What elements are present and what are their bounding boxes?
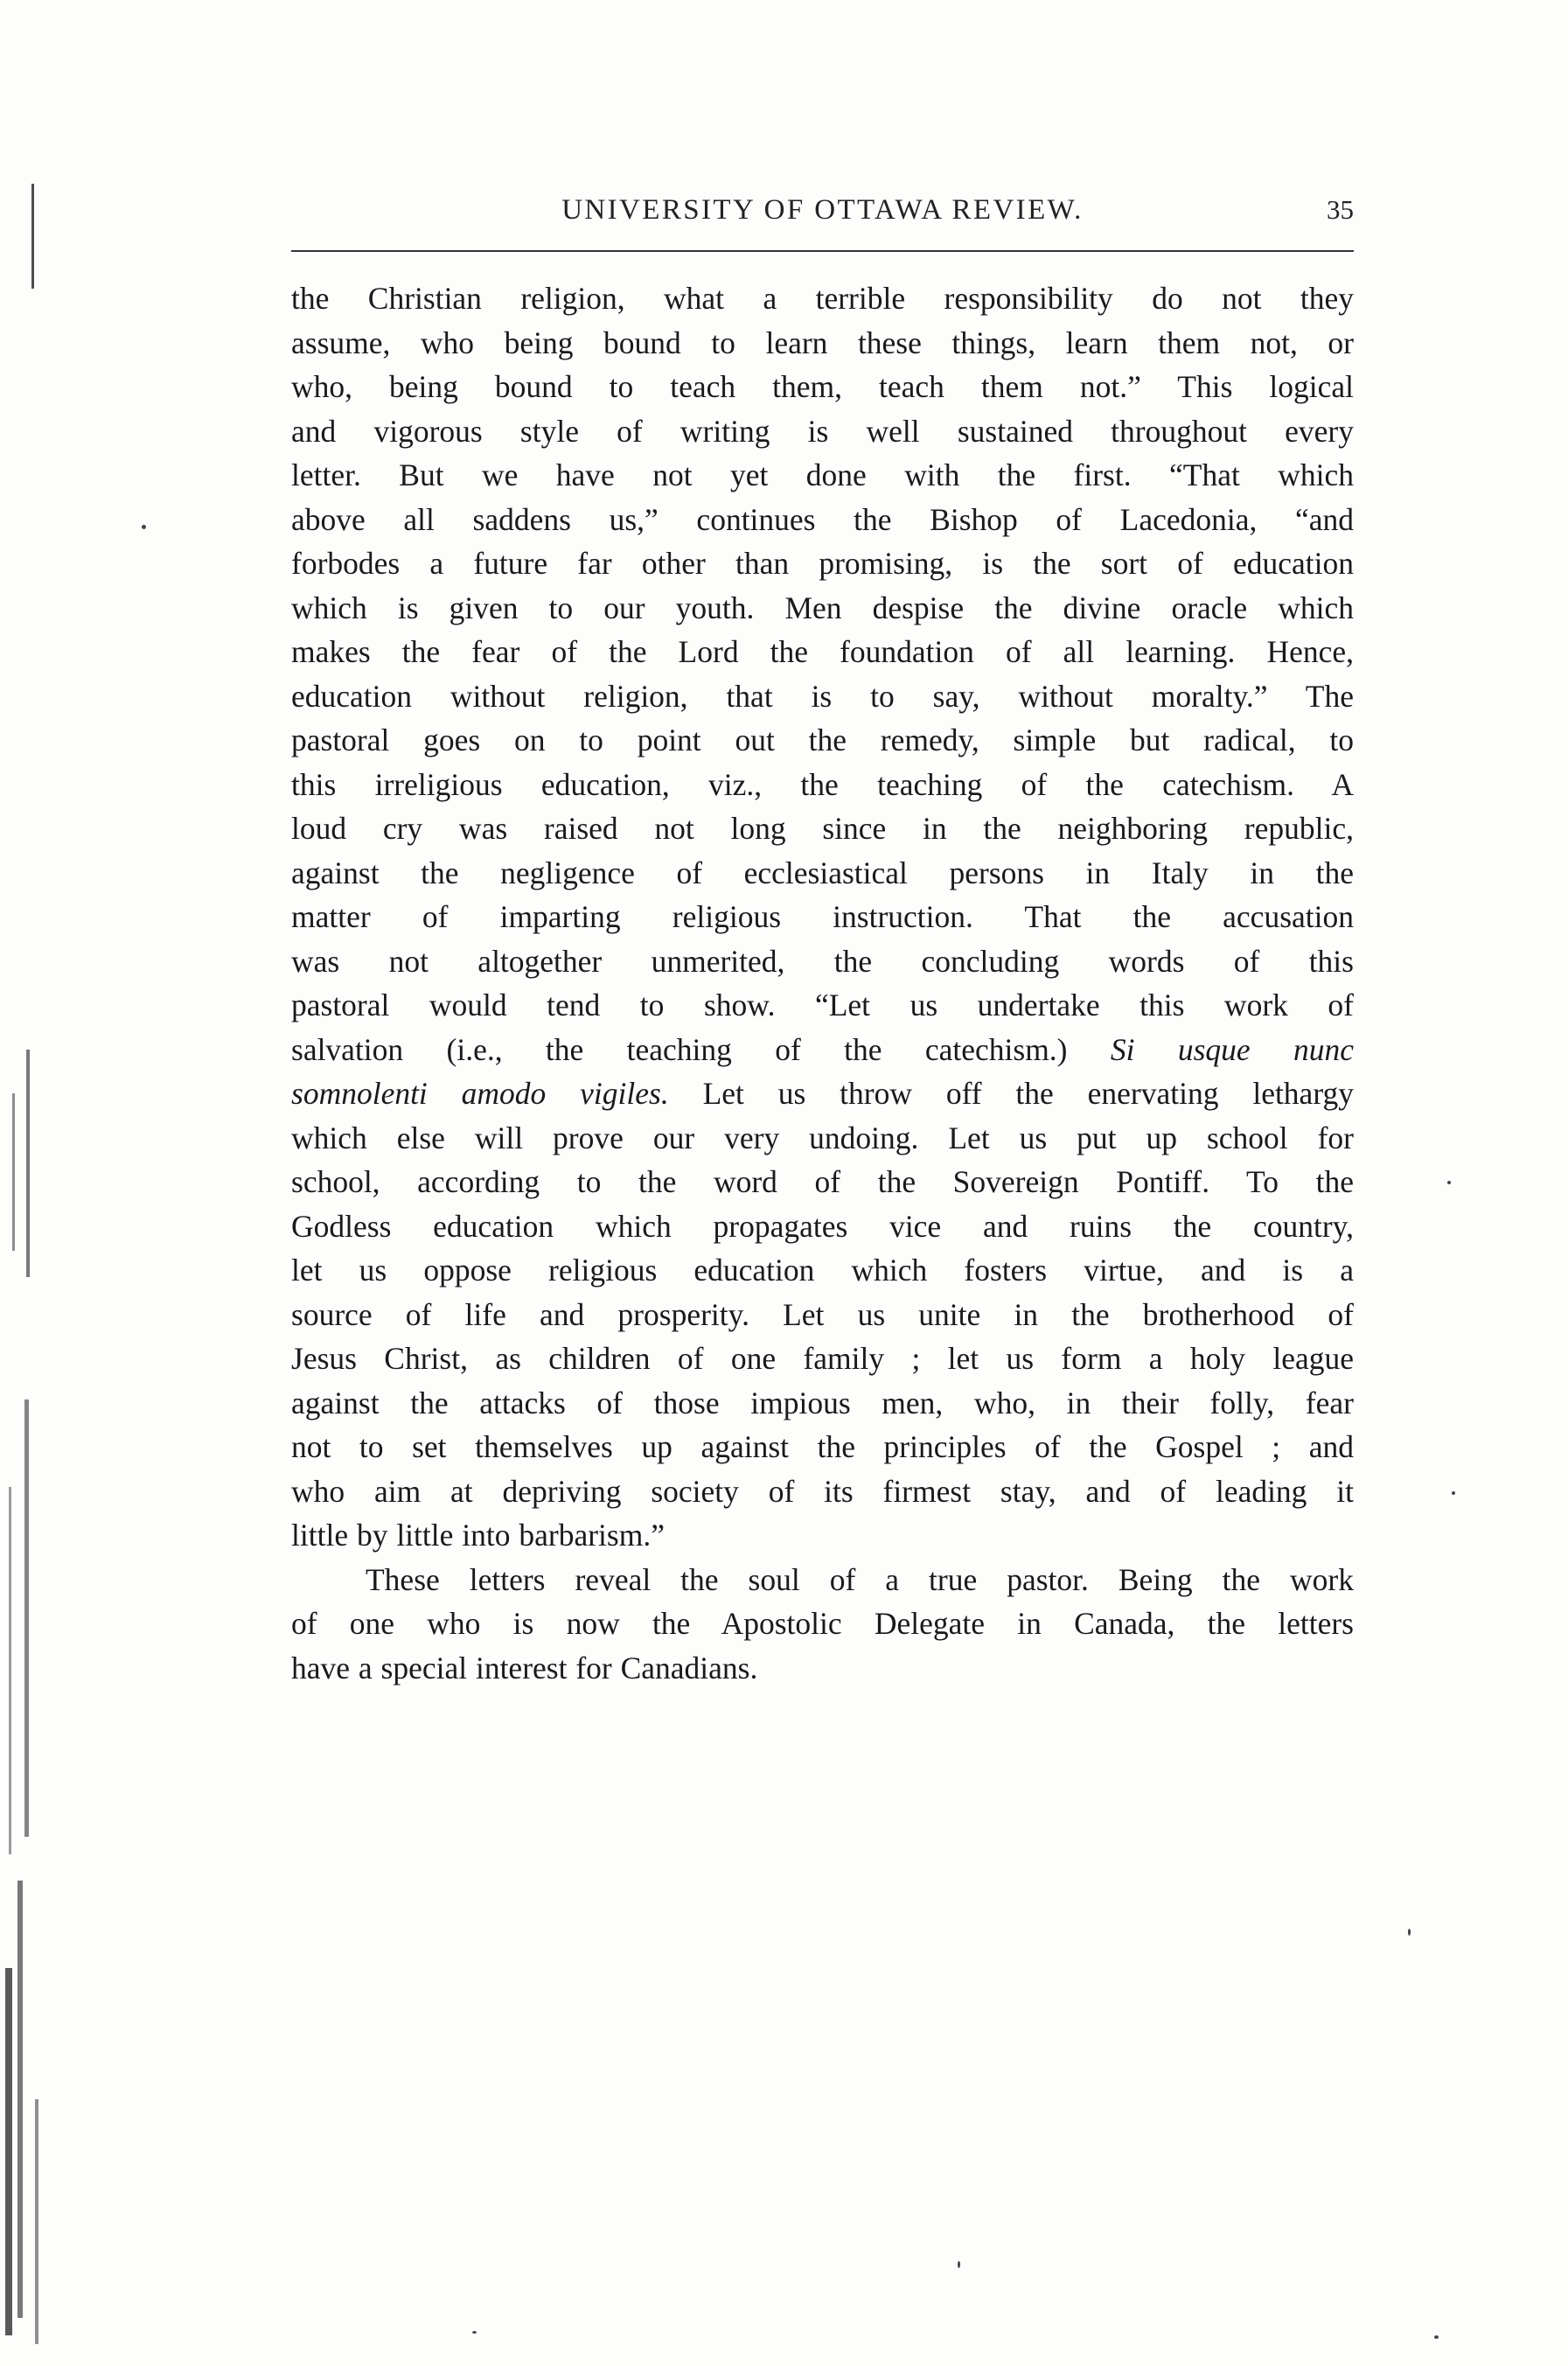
article-body: [291, 276, 1354, 1690]
scan-speck: [1447, 1181, 1451, 1184]
scan-speck: [958, 2261, 960, 2268]
text-line: against the negligence of ecclesiastical persons in Italy in the: [291, 855, 1354, 890]
text-line-with-italic: [291, 1028, 1354, 1072]
text-line: Godless education which propagates vice and ruins the country,: [291, 1208, 1354, 1244]
latin-phrase: Si usque nunc: [1110, 1031, 1355, 1067]
text-line: loud cry was raised not long since in the neighboring republic,: [291, 811, 1354, 846]
text-line: was not altogether unmerited, the concluding words of this: [291, 943, 1354, 979]
running-head: [291, 191, 1354, 229]
text-line: who, being bound to teach them, teach them not.” This logical: [291, 369, 1354, 404]
binding-edge-noise: [0, 0, 79, 2366]
text-line: which else will prove our very undoing. Let us put up school for: [291, 1120, 1354, 1155]
header-rule: [291, 250, 1354, 252]
text-line: pastoral would tend to show. “Let us undertake this work of: [291, 988, 1354, 1022]
text-line: let us oppose religious education which fosters virtue, and is a: [291, 1253, 1354, 1288]
scan-speck: [472, 2331, 477, 2334]
text-line: of one who is now the Apostolic Delegate in Canada, the letters: [291, 1606, 1354, 1641]
text-line: and vigorous style of writing is well sustained throughout every: [291, 413, 1354, 449]
text-line: against the attacks of those impious men, who, in their folly, fear: [291, 1385, 1354, 1420]
text-line-with-italic: [291, 1071, 1354, 1116]
text-line: who aim at depriving society of its firmest stay, and of leading it: [291, 1473, 1354, 1509]
text-line: source of life and prosperity. Let us unite in the brotherhood of: [291, 1296, 1354, 1332]
text-line: pastoral goes on to point out the remedy, simple but radical, to: [291, 722, 1354, 757]
running-title: UNIVERSITY OF OTTAWA REVIEW.: [561, 194, 1084, 226]
text-line: above all saddens us,” continues the Bishop of Lacedonia, “and: [291, 501, 1354, 537]
scan-speck: [1434, 2335, 1439, 2339]
text-run: salvation (i.e., the teaching of the catechism.): [291, 1031, 1068, 1067]
text-line: school, according to the word of the Sovereign Pontiff. To the: [291, 1164, 1354, 1199]
paragraph-start-line: These letters reveal the soul of a true pastor. Being the work: [366, 1561, 1354, 1597]
text-line: Jesus Christ, as children of one family ; let us form a holy league: [291, 1341, 1354, 1376]
text-line: assume, who being bound to learn these things, learn them not, or: [291, 325, 1354, 360]
text-line: letter. But we have not yet done with the first. “That which: [291, 457, 1354, 492]
text-line: the Christian religion, what a terrible responsibility do not they: [291, 281, 1354, 316]
text-line: matter of imparting religious instruction. That the accusation: [291, 899, 1354, 934]
page-number: 35: [1327, 194, 1354, 225]
text-line: this irreligious education, viz., the teaching of the catechism. A: [291, 766, 1354, 802]
paragraph-end-line: have a special interest for Canadians.: [291, 1650, 758, 1686]
scan-speck: [1452, 1491, 1455, 1495]
text-line: which is given to our youth. Men despise the divine oracle which: [291, 590, 1354, 625]
scan-speck: [142, 525, 146, 529]
text-line: forbodes a future far other than promising, is the sort of education: [291, 546, 1354, 581]
paragraph-end-line: little by little into barbarism.”: [291, 1518, 665, 1553]
text-line: not to set themselves up against the principles of the Gospel ; and: [291, 1429, 1354, 1464]
text-run: Let us throw off the enervating lethargy: [702, 1076, 1354, 1111]
latin-phrase: somnolenti amodo vigiles.: [291, 1076, 669, 1111]
text-line: education without religion, that is to say, without moralty.” The: [291, 678, 1354, 714]
scan-speck: [1408, 1929, 1411, 1936]
text-line: makes the fear of the Lord the foundation of all learning. Hence,: [291, 634, 1354, 669]
